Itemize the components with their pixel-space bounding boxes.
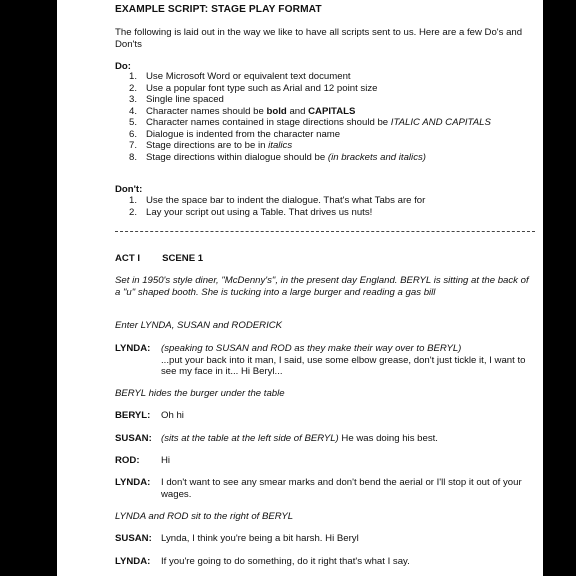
list-number: 8.: [129, 151, 138, 163]
list-number: 2.: [129, 82, 138, 94]
list-item: [129, 140, 529, 152]
dialogue-text: Hi: [161, 455, 171, 466]
list-text-bold: bold: [266, 105, 287, 117]
dialogue-text: Lynda, I think you're being a bit harsh. Hi Beryl: [161, 533, 359, 544]
list-text-part: Stage directions are to be in: [146, 140, 269, 151]
character-name: ROD:: [115, 455, 140, 466]
list-number: 5.: [129, 117, 138, 128]
dialogue-block: [115, 477, 539, 500]
stage-direction: Enter LYNDA, SUSAN and RODERICK: [115, 320, 283, 331]
dialogue-speech: ...put your back into it man, I said, use some elbow grease, don't just tickle it, I want to see my face in it... Hi Beryl...: [161, 354, 526, 377]
dialogue-text: [161, 343, 539, 378]
list-item: [129, 117, 529, 129]
list-text: [146, 152, 529, 164]
character-name: BERYL:: [115, 410, 151, 421]
dialogue-text: Oh hi: [161, 410, 184, 421]
list-text-bold: CAPITALS: [308, 105, 356, 117]
dialogue-block: [115, 455, 539, 467]
list-number: 1.: [129, 71, 138, 82]
list-text-italic: (in brackets and italics): [327, 151, 426, 163]
list-text-part: Stage directions within dialogue should be: [146, 151, 328, 163]
dont-heading: Don't:: [115, 184, 143, 195]
list-text: [146, 117, 529, 129]
setting-direction: Set in 1950's style diner, "McDenny's", in the present day England. BERYL is sitting at the back of a "u" shaped booth. She is tucking into a large burger and reading a gas bill: [115, 275, 529, 298]
act-label: ACT I: [115, 253, 141, 264]
document-title: EXAMPLE SCRIPT: STAGE PLAY FORMAT: [115, 4, 322, 15]
list-text: Use the space bar to indent the dialogue. That's what Tabs are for: [146, 195, 426, 206]
do-heading: Do:: [115, 61, 131, 72]
dialogue-block: [115, 556, 539, 568]
list-text-part: and: [286, 105, 309, 117]
dashed-divider: [115, 231, 535, 232]
character-name: SUSAN:: [115, 433, 152, 444]
character-name: LYNDA:: [115, 343, 151, 354]
dialogue-speech: He was doing his best.: [338, 433, 438, 444]
list-item: [129, 207, 529, 219]
list-number: 7.: [129, 140, 138, 151]
list-item: [129, 83, 529, 95]
document-page: [57, 0, 543, 576]
stage-direction: LYNDA and ROD sit to the right of BERYL: [115, 511, 294, 522]
list-number: 3.: [129, 94, 138, 105]
list-text: [146, 140, 529, 152]
act-heading: [115, 253, 203, 265]
do-list: [129, 71, 529, 163]
dialogue-text: [161, 433, 539, 445]
scene-label: SCENE 1: [162, 253, 204, 264]
list-text: Use Microsoft Word or equivalent text document: [146, 71, 351, 82]
dialogue-block: [115, 343, 539, 378]
stage-direction: BERYL hides the burger under the table: [115, 388, 285, 399]
dialogue-text: If you're going to do something, do it right that's what I say.: [161, 556, 410, 567]
list-text: Use a popular font type such as Arial and 12 point size: [146, 82, 378, 94]
list-item: [129, 106, 529, 118]
list-text: [146, 106, 529, 118]
list-number: 6.: [129, 128, 138, 140]
dialogue-text: I don't want to see any smear marks and don't bend the aerial or I'll stop it out of your wages.: [161, 477, 522, 500]
list-text: Lay your script out using a Table. That drives us nuts!: [146, 206, 373, 218]
list-item: [129, 152, 529, 164]
dont-list: [129, 195, 529, 218]
list-text-part: Character names should be: [146, 105, 267, 117]
dialogue-block: [115, 533, 539, 545]
inline-direction: (sits at the table at the left side of BERYL): [161, 433, 339, 444]
list-number: 2.: [129, 206, 138, 218]
list-item: [129, 71, 529, 83]
character-name: LYNDA:: [115, 556, 151, 567]
list-item: [129, 195, 529, 207]
list-text: Single line spaced: [146, 94, 224, 105]
list-text: Dialogue is indented from the character name: [146, 128, 341, 140]
intro-paragraph: The following is laid out in the way we like to have all scripts sent to us. Here are a few Do's and Don'ts: [115, 27, 523, 50]
list-item: [129, 94, 529, 106]
inline-direction: (speaking to SUSAN and ROD as they make their way over to BERYL): [161, 343, 462, 354]
list-number: 4.: [129, 105, 138, 117]
list-item: [129, 129, 529, 141]
list-text-italic: ITALIC AND CAPITALS: [390, 117, 491, 128]
character-name: LYNDA:: [115, 477, 151, 488]
dialogue-block: [115, 433, 539, 445]
character-name: SUSAN:: [115, 533, 152, 544]
list-text-italic: italics: [268, 140, 293, 151]
list-text-part: Character names contained in stage directions should be: [146, 117, 391, 128]
list-number: 1.: [129, 195, 138, 206]
dialogue-block: [115, 410, 539, 422]
